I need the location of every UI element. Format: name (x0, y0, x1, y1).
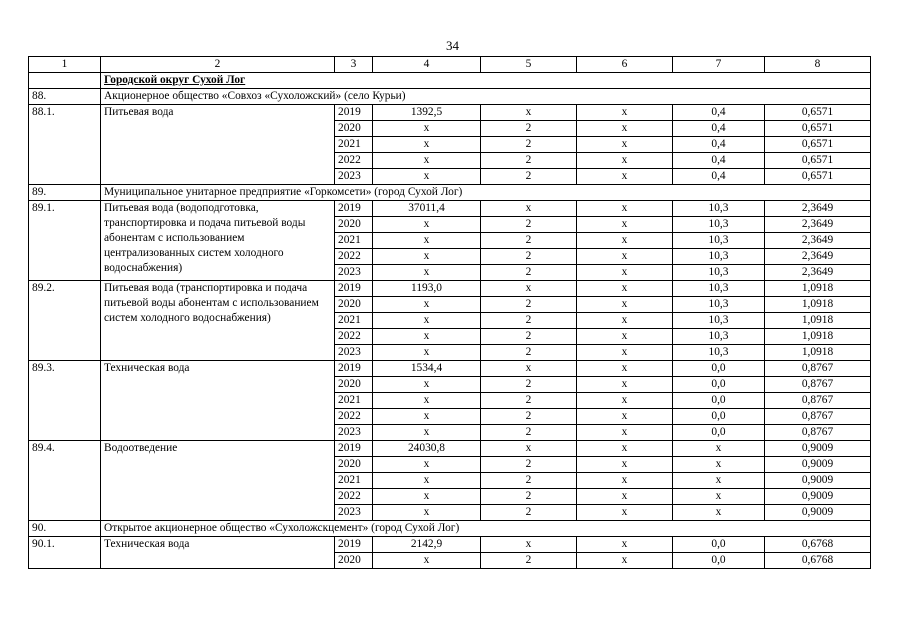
col6-cell: x (577, 153, 673, 169)
col8-cell: 2,3649 (765, 201, 871, 217)
section-title: Городской округ Сухой Лог (104, 74, 246, 86)
volume-cell: 1392,5 (373, 105, 481, 121)
col7-cell: 0,0 (673, 393, 765, 409)
volume-cell: x (373, 137, 481, 153)
col6-cell: x (577, 377, 673, 393)
col8-cell: 1,0918 (765, 297, 871, 313)
volume-cell: x (373, 249, 481, 265)
volume-cell: x (373, 265, 481, 281)
col5-cell: 2 (481, 169, 577, 185)
year-cell: 2021 (335, 473, 373, 489)
col5-cell: 2 (481, 553, 577, 569)
col8-cell: 1,0918 (765, 281, 871, 297)
volume-cell: 1193,0 (373, 281, 481, 297)
item-number: 90.1. (29, 537, 101, 569)
col7-cell: 10,3 (673, 313, 765, 329)
col7-cell: 0,0 (673, 409, 765, 425)
col6-cell: x (577, 409, 673, 425)
org-row (29, 521, 871, 537)
col8-cell: 1,0918 (765, 329, 871, 345)
col8-cell: 2,3649 (765, 265, 871, 281)
col7-cell: 10,3 (673, 345, 765, 361)
col7-cell: x (673, 489, 765, 505)
col5-cell: 2 (481, 249, 577, 265)
col5-cell: x (481, 201, 577, 217)
section-num-cell (29, 73, 101, 89)
col7-cell: 0,4 (673, 105, 765, 121)
col8-cell: 0,6768 (765, 553, 871, 569)
volume-cell: x (373, 217, 481, 233)
year-cell: 2023 (335, 265, 373, 281)
col5-cell: 2 (481, 457, 577, 473)
org-name: Акционерное общество «Совхоз «Сухоложский» (село Курьи) (101, 89, 871, 105)
item-number: 89.3. (29, 361, 101, 441)
col7-cell: 0,4 (673, 153, 765, 169)
year-cell: 2020 (335, 457, 373, 473)
col7-cell: 0,0 (673, 425, 765, 441)
col8-cell: 1,0918 (765, 313, 871, 329)
year-cell: 2019 (335, 361, 373, 377)
org-number: 90. (29, 521, 101, 537)
table-row (29, 361, 871, 377)
item-number: 89.1. (29, 201, 101, 281)
col7-cell: x (673, 457, 765, 473)
item-number: 88.1. (29, 105, 101, 185)
volume-cell: x (373, 553, 481, 569)
column-header: 8 (765, 57, 871, 73)
year-cell: 2022 (335, 409, 373, 425)
year-cell: 2020 (335, 553, 373, 569)
col8-cell: 0,8767 (765, 377, 871, 393)
year-cell: 2021 (335, 393, 373, 409)
col7-cell: 10,3 (673, 233, 765, 249)
volume-cell: x (373, 409, 481, 425)
year-cell: 2019 (335, 537, 373, 553)
item-name: Питьевая вода (транспортировка и подача питьевой воды абонентам с использованием систем холодного водоснабжения) (101, 281, 335, 361)
year-cell: 2019 (335, 441, 373, 457)
col5-cell: 2 (481, 489, 577, 505)
col6-cell: x (577, 425, 673, 441)
col6-cell: x (577, 393, 673, 409)
volume-cell: x (373, 489, 481, 505)
col6-cell: x (577, 345, 673, 361)
table-row (29, 201, 871, 217)
col8-cell: 0,6571 (765, 153, 871, 169)
org-name: Муниципальное унитарное предприятие «Горкомсети» (город Сухой Лог) (101, 185, 871, 201)
year-cell: 2022 (335, 153, 373, 169)
volume-cell: x (373, 233, 481, 249)
year-cell: 2021 (335, 233, 373, 249)
col5-cell: 2 (481, 121, 577, 137)
year-cell: 2022 (335, 489, 373, 505)
item-name: Техническая вода (101, 361, 335, 441)
col5-cell: 2 (481, 137, 577, 153)
header-row (29, 57, 871, 73)
col6-cell: x (577, 329, 673, 345)
col6-cell: x (577, 457, 673, 473)
column-header: 1 (29, 57, 101, 73)
table-row (29, 105, 871, 121)
col6-cell: x (577, 297, 673, 313)
col7-cell: x (673, 441, 765, 457)
item-number: 89.2. (29, 281, 101, 361)
col7-cell: 10,3 (673, 217, 765, 233)
col6-cell: x (577, 489, 673, 505)
year-cell: 2023 (335, 169, 373, 185)
col5-cell: 2 (481, 153, 577, 169)
year-cell: 2023 (335, 505, 373, 521)
col8-cell: 0,8767 (765, 409, 871, 425)
col6-cell: x (577, 265, 673, 281)
volume-cell: x (373, 297, 481, 313)
tariff-table (28, 56, 871, 569)
col6-cell: x (577, 233, 673, 249)
year-cell: 2019 (335, 201, 373, 217)
column-header: 7 (673, 57, 765, 73)
col7-cell: 0,0 (673, 537, 765, 553)
volume-cell: x (373, 121, 481, 137)
org-row (29, 89, 871, 105)
col8-cell: 0,8767 (765, 393, 871, 409)
column-header: 5 (481, 57, 577, 73)
col7-cell: 10,3 (673, 281, 765, 297)
column-header: 4 (373, 57, 481, 73)
col5-cell: x (481, 361, 577, 377)
col6-cell: x (577, 505, 673, 521)
col7-cell: 10,3 (673, 201, 765, 217)
col7-cell: x (673, 505, 765, 521)
org-row (29, 185, 871, 201)
col6-cell: x (577, 441, 673, 457)
col6-cell: x (577, 249, 673, 265)
volume-cell: x (373, 505, 481, 521)
volume-cell: 24030,8 (373, 441, 481, 457)
org-number: 88. (29, 89, 101, 105)
col6-cell: x (577, 473, 673, 489)
col8-cell: 0,9009 (765, 505, 871, 521)
org-number: 89. (29, 185, 101, 201)
year-cell: 2021 (335, 313, 373, 329)
col5-cell: 2 (481, 297, 577, 313)
column-header: 6 (577, 57, 673, 73)
volume-cell: x (373, 329, 481, 345)
col8-cell: 0,6571 (765, 137, 871, 153)
table-row (29, 537, 871, 553)
volume-cell: x (373, 393, 481, 409)
col5-cell: 2 (481, 377, 577, 393)
col6-cell: x (577, 361, 673, 377)
col5-cell: x (481, 537, 577, 553)
volume-cell: 37011,4 (373, 201, 481, 217)
item-name: Питьевая вода (водоподготовка, транспортировка и подача питьевой воды абонентам с использованием централизованных систем холодного водоснабжения) (101, 201, 335, 281)
org-name: Открытое акционерное общество «Сухоложскцемент» (город Сухой Лог) (101, 521, 871, 537)
col8-cell: 0,8767 (765, 425, 871, 441)
volume-cell: x (373, 473, 481, 489)
page-number: 34 (446, 38, 459, 53)
col6-cell: x (577, 105, 673, 121)
col8-cell: 0,9009 (765, 441, 871, 457)
volume-cell: x (373, 377, 481, 393)
col7-cell: 0,4 (673, 137, 765, 153)
col8-cell: 0,6571 (765, 105, 871, 121)
col6-cell: x (577, 137, 673, 153)
col6-cell: x (577, 313, 673, 329)
col8-cell: 0,6571 (765, 169, 871, 185)
year-cell: 2021 (335, 137, 373, 153)
col5-cell: 2 (481, 505, 577, 521)
year-cell: 2020 (335, 377, 373, 393)
col5-cell: 2 (481, 393, 577, 409)
volume-cell: x (373, 425, 481, 441)
col5-cell: x (481, 281, 577, 297)
col5-cell: 2 (481, 217, 577, 233)
year-cell: 2020 (335, 217, 373, 233)
col6-cell: x (577, 121, 673, 137)
col5-cell: 2 (481, 409, 577, 425)
col5-cell: x (481, 105, 577, 121)
table-row (29, 281, 871, 297)
col6-cell: x (577, 217, 673, 233)
col6-cell: x (577, 537, 673, 553)
item-number: 89.4. (29, 441, 101, 521)
column-header: 3 (335, 57, 373, 73)
year-cell: 2023 (335, 345, 373, 361)
col8-cell: 0,9009 (765, 457, 871, 473)
col7-cell: 0,0 (673, 377, 765, 393)
section-row (29, 73, 871, 89)
col8-cell: 1,0918 (765, 345, 871, 361)
year-cell: 2023 (335, 425, 373, 441)
table-row (29, 441, 871, 457)
col7-cell: 10,3 (673, 329, 765, 345)
col7-cell: 10,3 (673, 249, 765, 265)
col5-cell: 2 (481, 233, 577, 249)
col7-cell: 0,0 (673, 553, 765, 569)
col5-cell: x (481, 441, 577, 457)
col8-cell: 0,8767 (765, 361, 871, 377)
col8-cell: 0,6571 (765, 121, 871, 137)
col8-cell: 0,9009 (765, 489, 871, 505)
col5-cell: 2 (481, 329, 577, 345)
col6-cell: x (577, 169, 673, 185)
col5-cell: 2 (481, 425, 577, 441)
year-cell: 2022 (335, 329, 373, 345)
volume-cell: x (373, 169, 481, 185)
col7-cell: 0,4 (673, 121, 765, 137)
year-cell: 2019 (335, 281, 373, 297)
year-cell: 2022 (335, 249, 373, 265)
col7-cell: 0,4 (673, 169, 765, 185)
item-name: Водоотведение (101, 441, 335, 521)
col6-cell: x (577, 553, 673, 569)
col8-cell: 2,3649 (765, 233, 871, 249)
volume-cell: 1534,4 (373, 361, 481, 377)
volume-cell: x (373, 313, 481, 329)
volume-cell: 2142,9 (373, 537, 481, 553)
col7-cell: 10,3 (673, 297, 765, 313)
column-header: 2 (101, 57, 335, 73)
col7-cell: 0,0 (673, 361, 765, 377)
col5-cell: 2 (481, 313, 577, 329)
volume-cell: x (373, 457, 481, 473)
section-title-cell (101, 73, 871, 89)
item-name: Техническая вода (101, 537, 335, 569)
col8-cell: 0,6768 (765, 537, 871, 553)
col8-cell: 2,3649 (765, 217, 871, 233)
year-cell: 2020 (335, 297, 373, 313)
year-cell: 2019 (335, 105, 373, 121)
col5-cell: 2 (481, 265, 577, 281)
col8-cell: 0,9009 (765, 473, 871, 489)
volume-cell: x (373, 153, 481, 169)
year-cell: 2020 (335, 121, 373, 137)
col7-cell: x (673, 473, 765, 489)
col5-cell: 2 (481, 473, 577, 489)
col8-cell: 2,3649 (765, 249, 871, 265)
col5-cell: 2 (481, 345, 577, 361)
col6-cell: x (577, 201, 673, 217)
volume-cell: x (373, 345, 481, 361)
col7-cell: 10,3 (673, 265, 765, 281)
item-name: Питьевая вода (101, 105, 335, 185)
col6-cell: x (577, 281, 673, 297)
